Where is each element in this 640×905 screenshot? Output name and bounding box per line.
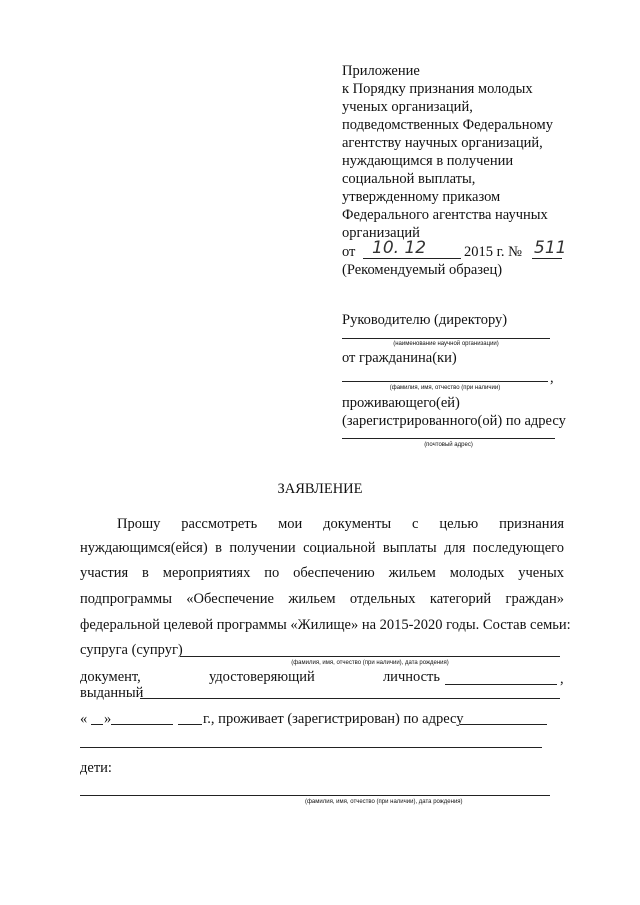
registered: (зарегистрированного(ой) по адресу: [342, 413, 566, 429]
spouse-line[interactable]: [180, 656, 560, 657]
order-number-handwritten: 511: [534, 238, 567, 258]
month-line[interactable]: [111, 724, 173, 725]
postal-address-line: [342, 438, 555, 439]
appendix-line: организаций: [342, 225, 420, 241]
paragraph-line: подпрограммы «Обеспечение жильем отдельных категорий граждан»: [80, 591, 564, 607]
from-citizen: от гражданина(ки): [342, 350, 457, 366]
appendix-line: подведомственных Федеральному: [342, 117, 553, 133]
paragraph-line: участия в мероприятиях по обеспечению жильем молодых ученых: [80, 565, 564, 581]
appendix-line: Приложение: [342, 63, 420, 79]
document-comma: ,: [560, 671, 564, 687]
comma: ,: [550, 370, 554, 386]
address-label: г., проживает (зарегистрирован) по адресу: [203, 711, 464, 727]
residing: проживающего(ей): [342, 395, 460, 411]
children-line[interactable]: [80, 795, 550, 796]
spouse-caption: (фамилия, имя, отчество (при наличии), дата рождения): [291, 660, 449, 666]
statement-title: ЗАЯВЛЕНИЕ: [277, 481, 363, 497]
address-line-2[interactable]: [80, 747, 542, 748]
issued-line[interactable]: [140, 698, 560, 699]
org-name-line: [342, 338, 550, 339]
order-prefix: от: [342, 244, 356, 260]
date-close-quote: »: [104, 711, 112, 727]
order-year: 2015 г. №: [464, 244, 523, 260]
document-line[interactable]: [445, 684, 557, 685]
order-date-line: [363, 258, 461, 259]
sample-note: (Рекомендуемый образец): [342, 262, 503, 278]
appendix-line: социальной выплаты,: [342, 171, 476, 187]
paragraph-line: федеральной целевой программы «Жилище» на 2015-2020 годы. Состав семьи:: [80, 617, 571, 633]
document-label: документ, удостоверяющий личность: [80, 669, 440, 685]
day-line[interactable]: [91, 724, 103, 725]
paragraph-line: нуждающимся(ейся) в получении социальной выплаты для последующего: [80, 540, 564, 556]
org-caption: (наименование научной организации): [393, 341, 499, 347]
spouse-label: супруга (супруг): [80, 642, 183, 658]
citizen-name-line: [342, 381, 548, 382]
appendix-line: агентству научных организаций,: [342, 135, 543, 151]
appendix-line: ученых организаций,: [342, 99, 473, 115]
children-label: дети:: [80, 760, 112, 776]
appendix-line: к Порядку признания молодых: [342, 81, 533, 97]
date-open-quote: «: [80, 711, 88, 727]
address-line[interactable]: [460, 724, 547, 725]
to-head: Руководителю (директору): [342, 312, 508, 328]
appendix-line: нуждающимся в получении: [342, 153, 514, 169]
appendix-line: Федерального агентства научных: [342, 207, 548, 223]
postal-caption: (почтовый адрес): [424, 442, 473, 448]
appendix-line: утвержденному приказом: [342, 189, 501, 205]
issued-label: выданный: [80, 685, 144, 701]
order-date-handwritten: 10. 12: [372, 238, 427, 258]
order-number-line: [532, 258, 562, 259]
paragraph-line: Прошу рассмотреть мои документы с целью признания: [117, 516, 564, 532]
year-line[interactable]: [178, 724, 202, 725]
children-caption: (фамилия, имя, отчество (при наличии), дата рождения): [305, 799, 463, 805]
name-caption: (фамилия, имя, отчество (при наличии): [389, 385, 501, 391]
